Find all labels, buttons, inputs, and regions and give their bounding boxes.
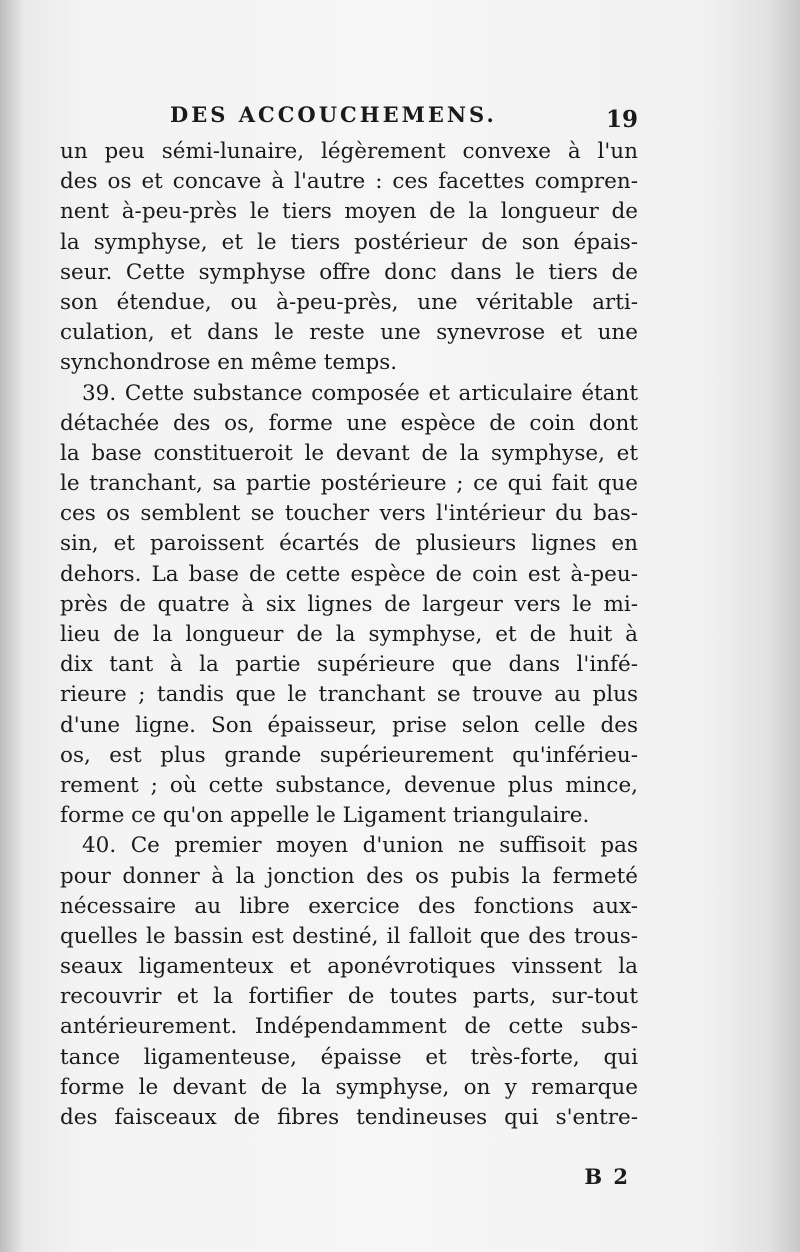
text-line: d'une ligne. Son épaisseur, prise selon celle des bbox=[60, 712, 638, 738]
body-text bbox=[60, 137, 638, 1133]
text-line: son étendue, ou à-peu-près, une véritable arti- bbox=[60, 289, 638, 315]
text-line: rement ; où cette substance, devenue plus mince, bbox=[60, 772, 638, 798]
text-line: antérieurement. Indépendamment de cette subs- bbox=[60, 1014, 638, 1040]
text-line: ces os semblent se toucher vers l'intérieur du bas- bbox=[60, 501, 638, 527]
text-line: tance ligamenteuse, épaisse et très-forte, qui bbox=[60, 1044, 638, 1070]
text-line: près de quatre à six lignes de largeur vers le mi- bbox=[60, 591, 638, 617]
page-number: 19 bbox=[605, 106, 638, 133]
text-line: forme le devant de la symphyse, on y remarque bbox=[60, 1074, 638, 1100]
paragraph-39-start: 39. Cette substance composée et articulaire étant bbox=[82, 380, 638, 406]
running-head: DES ACCOUCHEMENS. bbox=[170, 102, 497, 127]
text-line: synchondrose en même temps. bbox=[60, 350, 398, 376]
text-line: forme ce qu'on appelle le Ligament triangulaire. bbox=[60, 803, 590, 829]
page-header bbox=[60, 96, 638, 136]
text-line: seur. Cette symphyse offre donc dans le tiers de bbox=[60, 259, 638, 285]
text-line: des os et concave à l'autre : ces facettes compren- bbox=[60, 169, 638, 195]
text-line: quelles le bassin est destiné, il falloit que des trous- bbox=[60, 923, 638, 949]
text-line: pour donner à la jonction des os pubis la fermeté bbox=[60, 863, 638, 889]
text-line: un peu sémi-lunaire, légèrement convexe à l'un bbox=[60, 139, 638, 164]
text-line: dehors. La base de cette espèce de coin est à-peu- bbox=[60, 561, 638, 587]
text-line: le tranchant, sa partie postérieure ; ce qui fait que bbox=[60, 471, 638, 497]
text-line: os, est plus grande supérieurement qu'inférieu- bbox=[60, 742, 638, 768]
text-line: détachée des os, forme une espèce de coin dont bbox=[60, 410, 638, 436]
text-line: la base constitueroit le devant de la symphyse, et bbox=[60, 440, 638, 466]
signature-mark: B 2 bbox=[584, 1164, 630, 1189]
text-line: culation, et dans le reste une synevrose et une bbox=[60, 320, 638, 346]
text-line: recouvrir et la fortifier de toutes parts, sur-tout bbox=[60, 984, 638, 1010]
text-line: dix tant à la partie supérieure que dans l'infé- bbox=[60, 652, 638, 678]
text-line: seaux ligamenteux et aponévrotiques vinssent la bbox=[60, 954, 638, 980]
paragraph-40-start: 40. Ce premier moyen d'union ne suffisoit pas bbox=[82, 833, 638, 859]
text-line: nent à-peu-près le tiers moyen de la longueur de bbox=[60, 199, 638, 225]
text-line: sin, et paroissent écartés de plusieurs lignes en bbox=[60, 531, 638, 557]
text-line: des faisceaux de fibres tendineuses qui s'entre- bbox=[60, 1105, 638, 1130]
text-line: nécessaire au libre exercice des fonctions aux- bbox=[60, 893, 638, 919]
text-line: rieure ; tandis que le tranchant se trouve au plus bbox=[60, 682, 638, 708]
text-line: lieu de la longueur de la symphyse, et de huit à bbox=[60, 622, 638, 647]
text-line: la symphyse, et le tiers postérieur de son épais- bbox=[60, 229, 638, 255]
